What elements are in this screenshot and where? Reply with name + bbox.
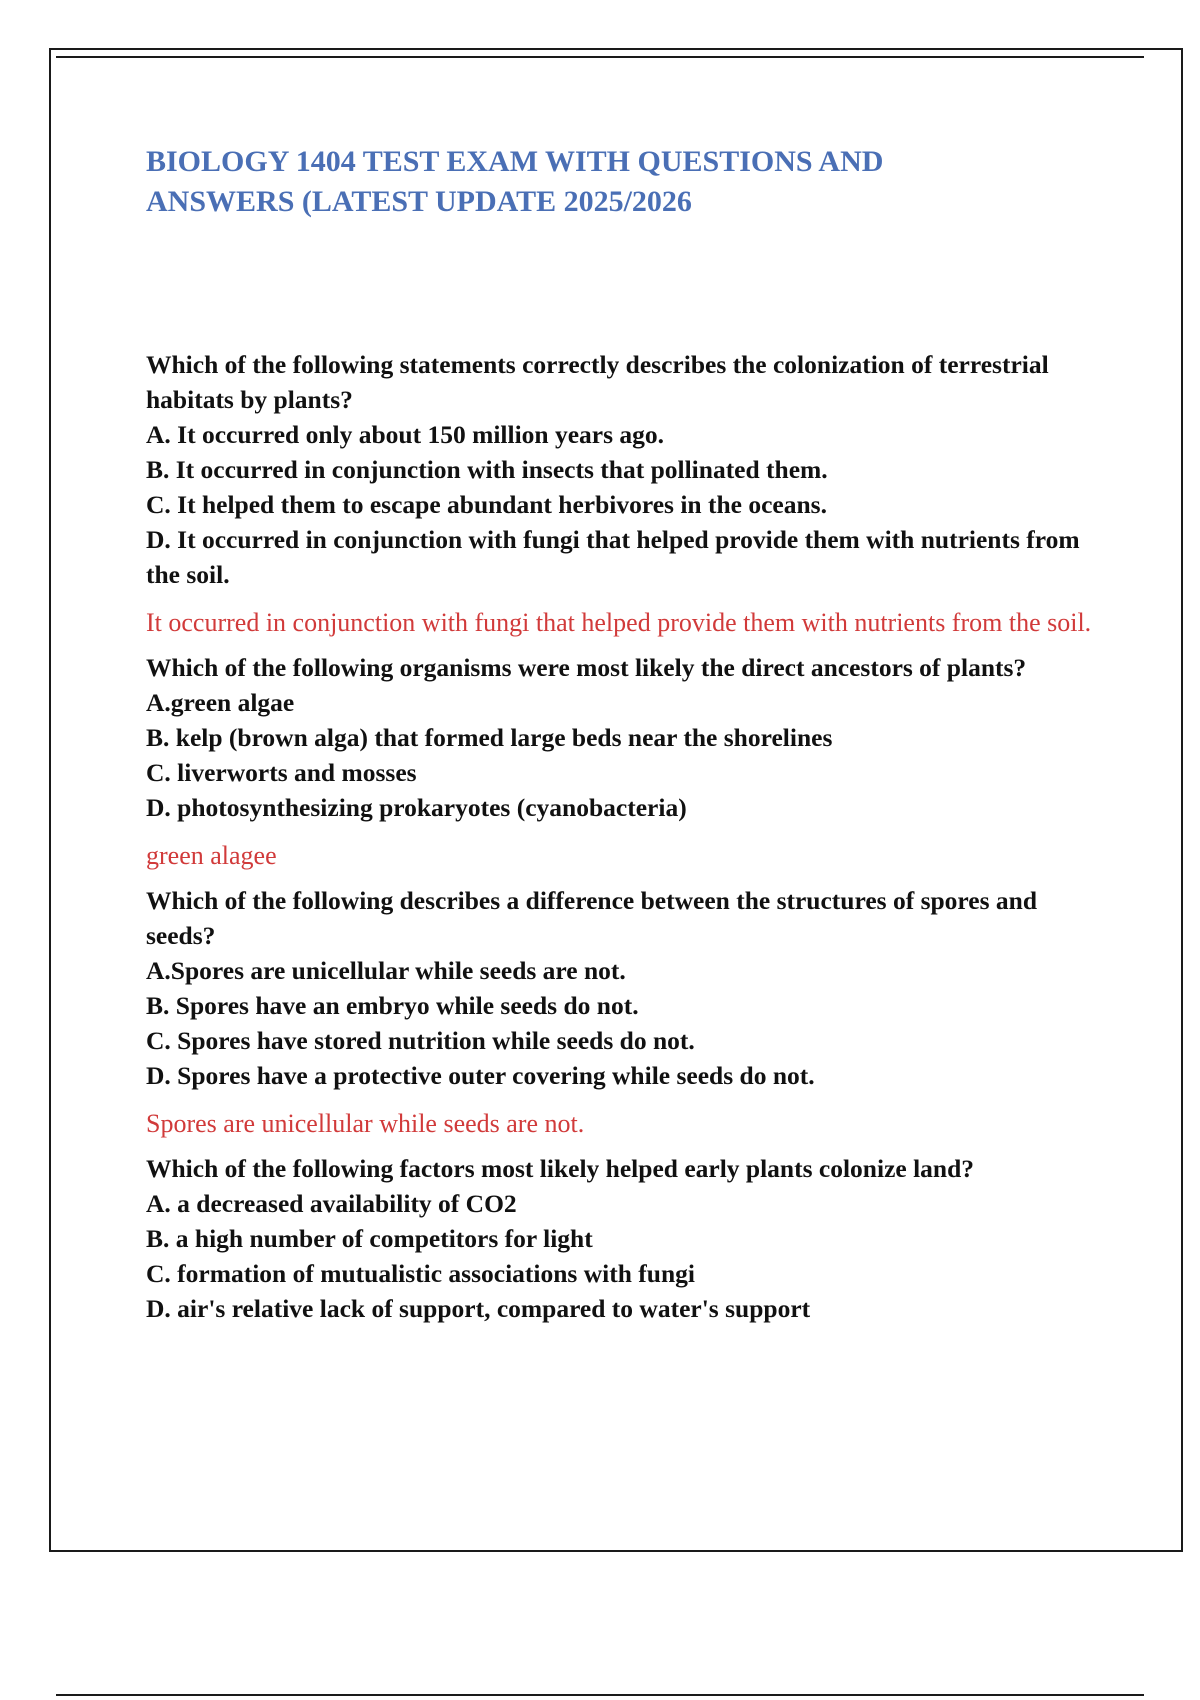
question-text: Which of the following describes a difference between the structures of spores and seeds? [146,886,1038,950]
title-line-2: ANSWERS (LATEST UPDATE 2025/2026 [146,185,692,218]
option-a: A.Spores are unicellular while seeds are not. [146,956,626,985]
bottom-rule [56,1694,1144,1696]
question-list [146,347,1096,1326]
title-line-1: BIOLOGY 1404 TEST EXAM WITH QUESTIONS AND [146,145,884,178]
option-d: D. air's relative lack of support, compared to water's support [146,1294,811,1323]
option-b: B. It occurred in conjunction with insects that pollinated them. [146,455,828,484]
top-rule [56,56,1144,58]
option-d: D. Spores have a protective outer covering while seeds do not. [146,1061,815,1090]
document-title [146,142,1096,222]
option-c: C. liverworts and mosses [146,758,417,787]
option-a: A.green algae [146,688,295,717]
question-1 [146,347,1096,640]
option-a: A. It occurred only about 150 million years ago. [146,420,665,449]
question-4 [146,1151,1096,1326]
option-b: B. kelp (brown alga) that formed large beds near the shorelines [146,723,833,752]
option-c: C. formation of mutualistic associations with fungi [146,1259,695,1288]
option-d: D. It occurred in conjunction with fungi that helped provide them with nutrients from the soil. [146,525,1080,589]
question-3 [146,883,1096,1141]
option-d: D. photosynthesizing prokaryotes (cyanobacteria) [146,793,687,822]
option-c: C. It helped them to escape abundant herbivores in the oceans. [146,490,827,519]
option-b: B. a high number of competitors for light [146,1224,593,1253]
question-text: Which of the following statements correctly describes the colonization of terrestrial habitats by plants? [146,350,1049,414]
option-a: A. a decreased availability of CO2 [146,1189,517,1218]
question-2 [146,650,1096,873]
document-body [146,142,1096,1334]
option-b: B. Spores have an embryo while seeds do not. [146,991,639,1020]
answer-text: Spores are unicellular while seeds are not. [146,1109,585,1138]
answer-text: It occurred in conjunction with fungi that helped provide them with nutrients from the soil. [146,608,1092,637]
question-text: Which of the following factors most likely helped early plants colonize land? [146,1154,975,1183]
answer-text: green alagee [146,841,277,870]
option-c: C. Spores have stored nutrition while seeds do not. [146,1026,695,1055]
question-text: Which of the following organisms were most likely the direct ancestors of plants? [146,653,1027,682]
